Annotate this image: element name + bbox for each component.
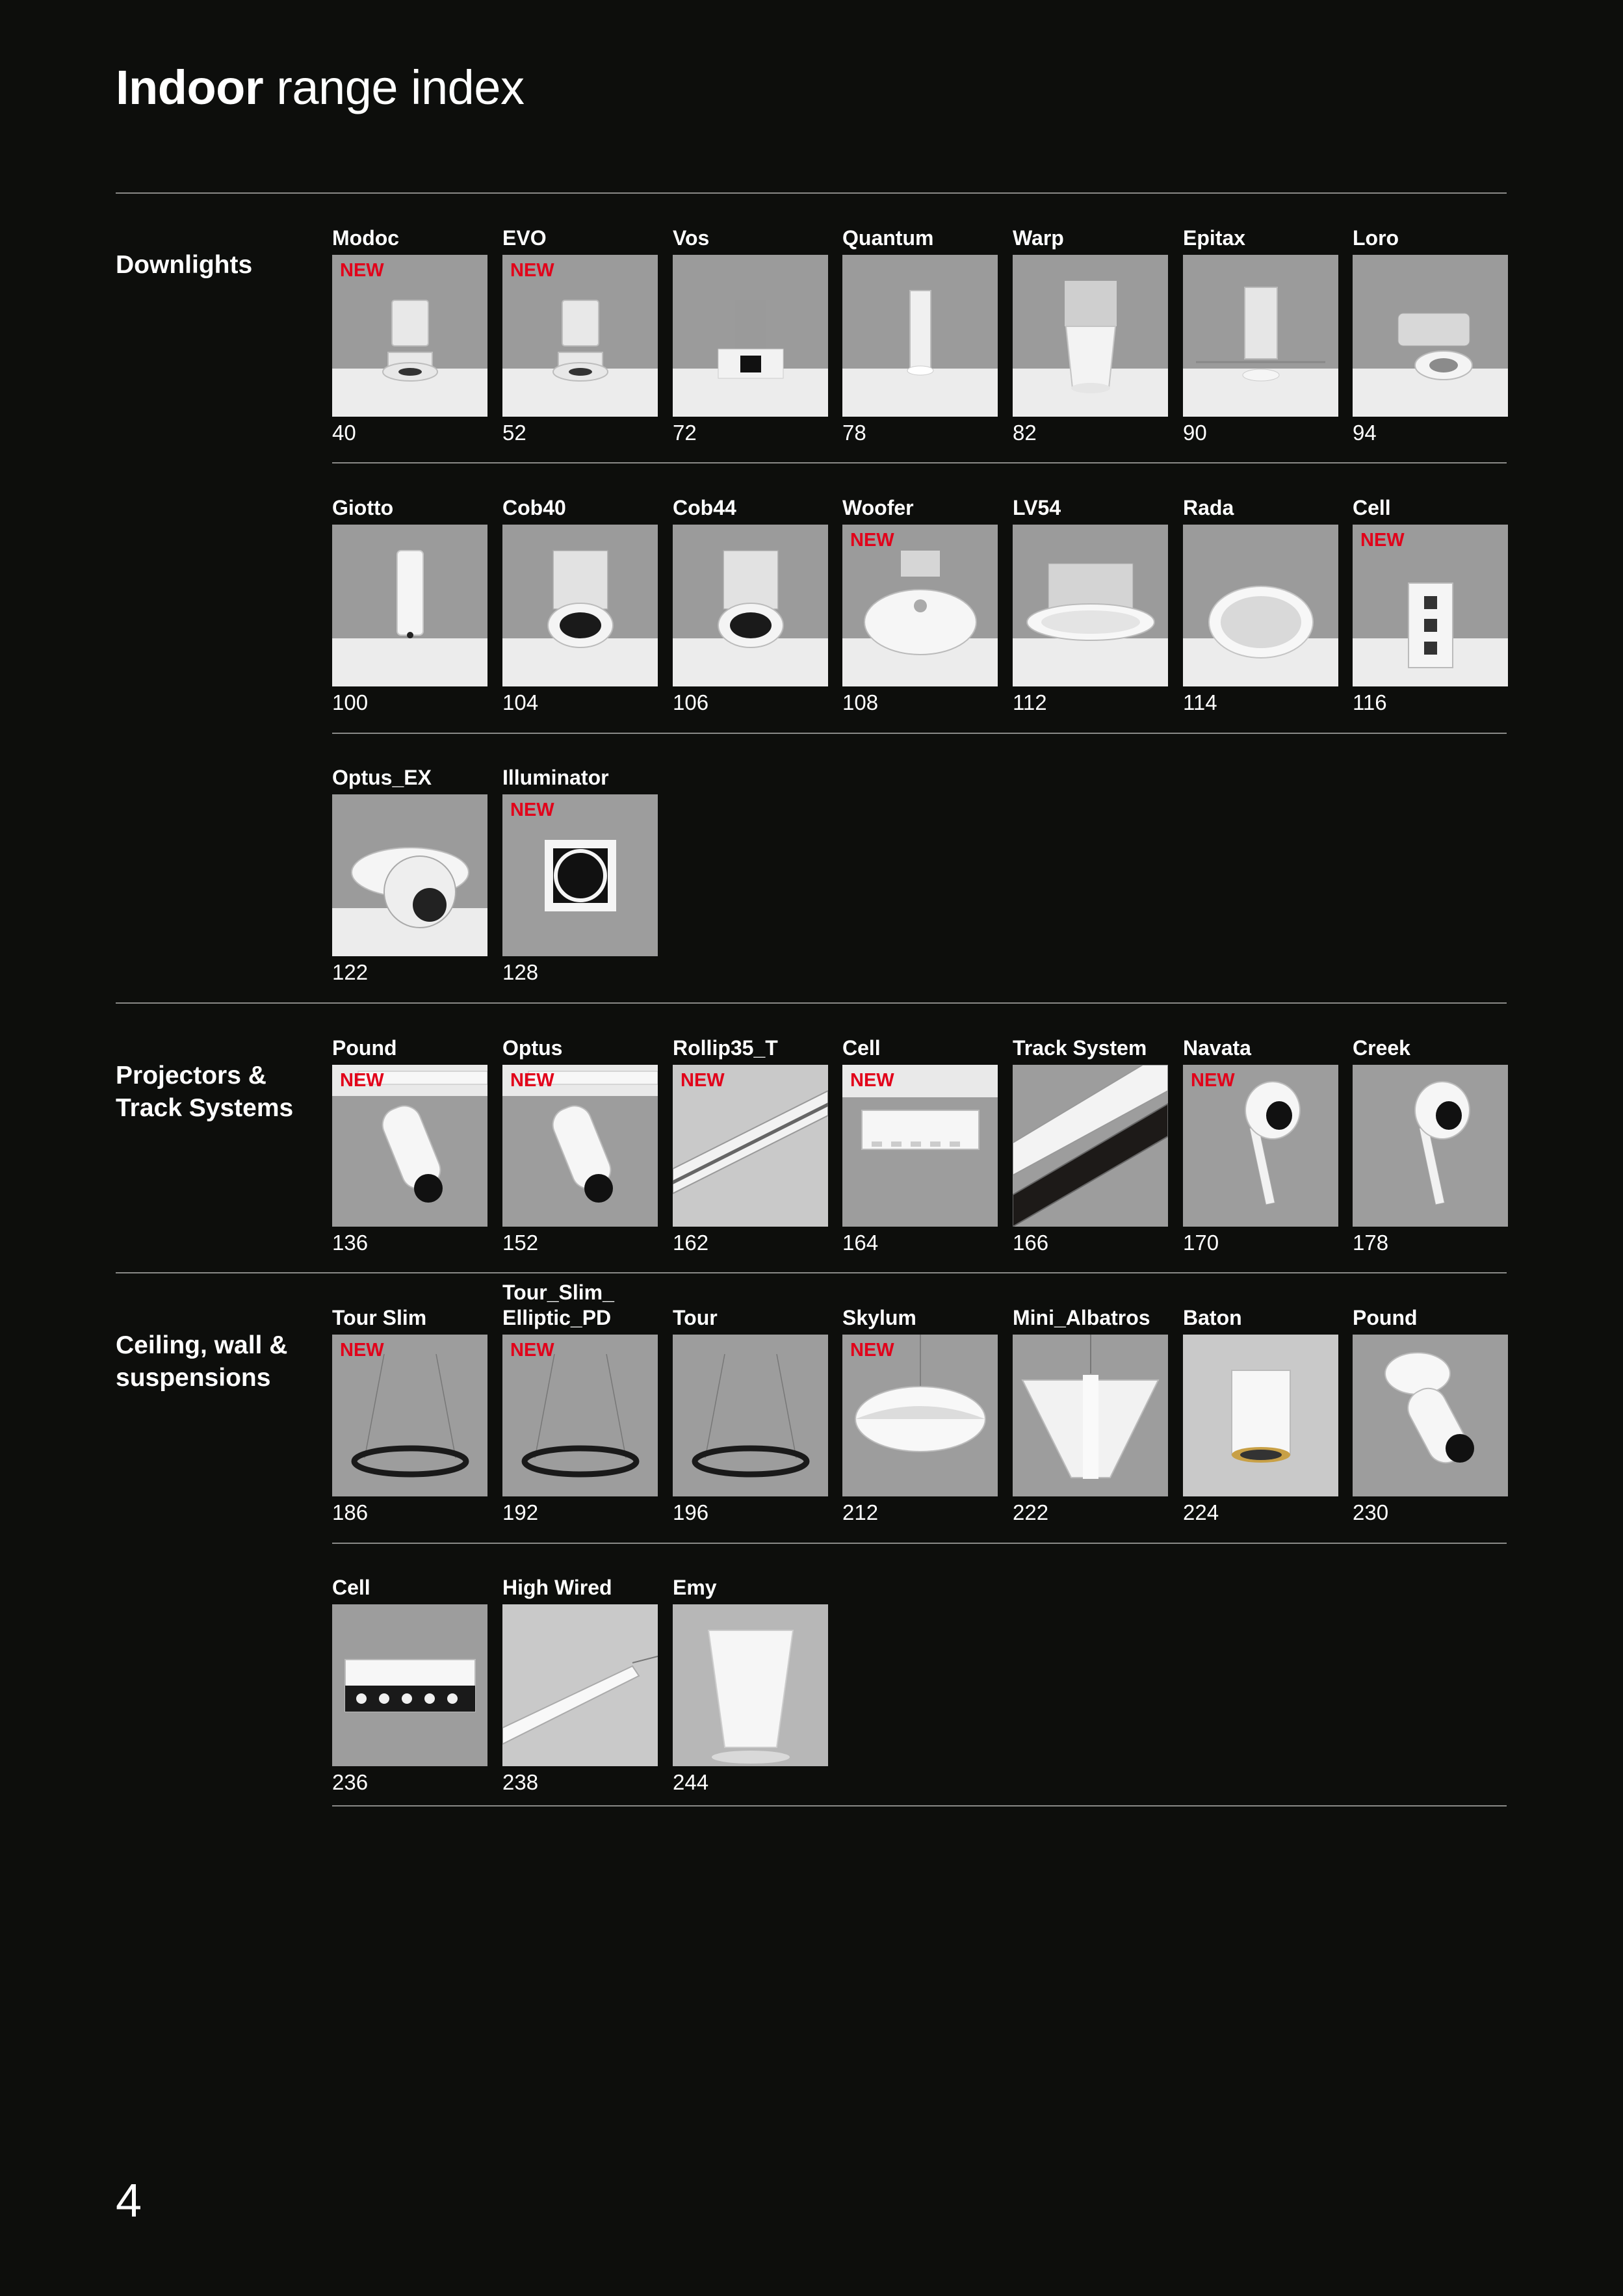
product-card[interactable] [1353, 226, 1508, 445]
product-name: Cell [842, 1036, 881, 1060]
product-name: Pound [332, 1036, 397, 1060]
wire-linear-icon [502, 1604, 658, 1766]
product-card[interactable] [502, 226, 658, 445]
product-card[interactable] [842, 1036, 998, 1255]
product-page-number: 128 [502, 960, 539, 984]
product-card[interactable] [673, 1576, 828, 1794]
new-badge: NEW [850, 530, 894, 551]
product-page-number: 106 [673, 690, 709, 714]
product-image [673, 1604, 828, 1766]
divider [116, 1002, 1507, 1004]
product-card[interactable] [842, 496, 998, 714]
product-card[interactable] [1013, 226, 1168, 445]
product-name: Quantum [842, 226, 934, 250]
wide-downlight-icon [842, 525, 998, 686]
category-line: Track Systems [116, 1094, 294, 1122]
divider [332, 733, 1507, 734]
product-page-number: 244 [673, 1770, 709, 1794]
product-name: LV54 [1013, 496, 1061, 519]
product-page-number: 114 [1183, 690, 1217, 714]
product-name: Cob40 [502, 496, 566, 519]
product-page-number: 152 [502, 1231, 539, 1255]
product-name: Navata [1183, 1036, 1251, 1060]
new-badge: NEW [681, 1070, 725, 1091]
product-image [673, 1335, 828, 1496]
product-image [332, 525, 487, 686]
round-downlight-icon [1183, 525, 1338, 686]
category-line: Projectors & [116, 1062, 266, 1089]
product-card[interactable] [1013, 1306, 1168, 1524]
product-page-number: 224 [1183, 1500, 1219, 1524]
divider [332, 1805, 1507, 1807]
product-image [332, 794, 487, 956]
category-line: suspensions [116, 1364, 271, 1392]
product-name: Tour [673, 1306, 718, 1329]
product-page-number: 196 [673, 1500, 709, 1524]
product-card[interactable] [502, 1576, 658, 1794]
product-name: Optus [502, 1036, 563, 1060]
product-image [1013, 1335, 1168, 1496]
product-image [1013, 1065, 1168, 1227]
product-name: Woofer [842, 496, 914, 519]
track-spot-icon [502, 1065, 658, 1227]
product-name: Giotto [332, 496, 394, 519]
disc-pendant-icon [842, 1335, 998, 1496]
surface-linear-icon [332, 1604, 487, 1766]
surface-spot-icon [1353, 1335, 1508, 1496]
product-page-number: 112 [1013, 690, 1047, 714]
product-image [1183, 255, 1338, 417]
divider [332, 462, 1507, 463]
ring-pendant-icon [502, 1335, 658, 1496]
new-badge: NEW [340, 260, 384, 281]
product-card[interactable] [332, 1576, 487, 1794]
product-card[interactable] [673, 1306, 828, 1524]
product-card[interactable] [1183, 496, 1338, 714]
linear-pendant-icon [1013, 1335, 1168, 1496]
product-name: Tour Slim [332, 1306, 427, 1329]
tapered-pendant-icon [673, 1604, 828, 1766]
pinhole-downlight-icon [332, 525, 487, 686]
page-title [116, 60, 525, 114]
title-rest: range index [276, 60, 525, 114]
product-card[interactable] [1353, 496, 1508, 714]
product-card[interactable] [332, 496, 487, 714]
product-name: Warp [1013, 226, 1064, 250]
new-badge: NEW [510, 1070, 554, 1091]
product-name: Loro [1353, 226, 1399, 250]
product-card[interactable] [332, 1306, 487, 1524]
product-page-number: 122 [332, 960, 369, 984]
trimless-downlight-icon [1183, 255, 1338, 417]
product-image [1013, 255, 1168, 417]
product-card[interactable] [673, 1036, 828, 1255]
divider [116, 192, 1507, 194]
product-card[interactable] [842, 1306, 998, 1524]
product-card[interactable] [502, 766, 658, 984]
title-bold: Indoor [116, 60, 264, 114]
product-image [673, 525, 828, 686]
cob-downlight-icon [502, 525, 658, 686]
product-page-number: 100 [332, 690, 369, 714]
product-name: Rollip35_T [673, 1036, 778, 1060]
product-name: Tour_Slim_ Elliptic_PD [502, 1281, 614, 1329]
category-downlights: Downlights [116, 251, 253, 279]
product-page-number: 230 [1353, 1500, 1389, 1524]
recessed-downlight-icon [502, 255, 658, 417]
product-image [1353, 1065, 1508, 1227]
product-card[interactable] [1183, 226, 1338, 445]
product-card[interactable] [1183, 1036, 1338, 1255]
product-card[interactable] [1353, 1036, 1508, 1255]
product-page-number: 162 [673, 1231, 709, 1255]
product-card[interactable] [1183, 1306, 1338, 1524]
track-linear-icon [842, 1065, 998, 1227]
slim-downlight-icon [842, 255, 998, 417]
product-name: Vos [673, 226, 710, 250]
new-badge: NEW [850, 1070, 894, 1091]
product-page-number: 236 [332, 1770, 369, 1794]
adjustable-downlight-icon [1353, 255, 1508, 417]
product-name: Track System [1013, 1036, 1147, 1060]
product-image [673, 255, 828, 417]
cylinder-surface-icon [1183, 1335, 1338, 1496]
page-number: 4 [116, 2175, 142, 2227]
product-image [1353, 1335, 1508, 1496]
product-card[interactable] [502, 1281, 658, 1524]
product-page-number: 164 [842, 1231, 879, 1255]
product-card[interactable] [502, 1036, 658, 1255]
product-page-number: 108 [842, 690, 879, 714]
product-page-number: 212 [842, 1500, 879, 1524]
product-image [1183, 525, 1338, 686]
spot-adapter-icon [1183, 1065, 1338, 1227]
product-card[interactable] [1013, 1036, 1168, 1255]
product-page-number: 186 [332, 1500, 369, 1524]
product-page-number: 166 [1013, 1231, 1049, 1255]
product-name: EVO [502, 226, 547, 250]
square-frame-icon [502, 794, 658, 956]
gimbal-downlight-icon [332, 794, 487, 956]
new-badge: NEW [1191, 1070, 1235, 1091]
product-name: Cob44 [673, 496, 736, 519]
panel-downlight-icon [1013, 525, 1168, 686]
product-image [842, 255, 998, 417]
product-name: Illuminator [502, 766, 609, 789]
product-card[interactable] [332, 226, 487, 445]
spot-adapter-icon [1353, 1065, 1508, 1227]
product-page-number: 178 [1353, 1231, 1389, 1255]
product-name: Cell [332, 1576, 370, 1599]
ring-pendant-icon [332, 1335, 487, 1496]
product-card[interactable] [673, 226, 828, 445]
product-card[interactable] [1353, 1306, 1508, 1524]
new-badge: NEW [510, 800, 554, 820]
linear-profile-icon [673, 1065, 828, 1227]
product-name: Skylum [842, 1306, 916, 1329]
new-badge: NEW [510, 260, 554, 281]
new-badge: NEW [850, 1340, 894, 1361]
product-image [1353, 255, 1508, 417]
product-page-number: 116 [1353, 690, 1387, 714]
category-ceiling-wall-suspensions [116, 1329, 287, 1394]
product-name: High Wired [502, 1576, 612, 1599]
product-image [502, 525, 658, 686]
product-page-number: 52 [502, 421, 526, 445]
new-badge: NEW [510, 1340, 554, 1361]
product-name: Pound [1353, 1306, 1418, 1329]
product-card[interactable] [1013, 496, 1168, 714]
product-name: Epitax [1183, 226, 1246, 250]
product-card[interactable] [332, 766, 487, 984]
product-name: Creek [1353, 1036, 1410, 1060]
new-badge: NEW [340, 1070, 384, 1091]
deep-downlight-icon [1013, 255, 1168, 417]
product-name: Optus_EX [332, 766, 432, 789]
new-badge: NEW [340, 1340, 384, 1361]
product-card[interactable] [502, 496, 658, 714]
new-badge: NEW [1360, 530, 1405, 551]
product-page-number: 192 [502, 1500, 539, 1524]
divider [116, 1272, 1507, 1273]
category-projectors-track [116, 1060, 293, 1125]
track-rail-icon [1013, 1065, 1168, 1227]
product-page-number: 222 [1013, 1500, 1049, 1524]
product-image [332, 1604, 487, 1766]
product-name: Modoc [332, 226, 400, 250]
recessed-downlight-icon [332, 255, 487, 417]
cob-downlight-icon [673, 525, 828, 686]
product-page-number: 78 [842, 421, 866, 445]
ring-pendant-icon [673, 1335, 828, 1496]
product-image [502, 1604, 658, 1766]
product-page-number: 136 [332, 1231, 369, 1255]
product-name: Emy [673, 1576, 717, 1599]
product-page-number: 170 [1183, 1231, 1219, 1255]
product-page-number: 104 [502, 690, 539, 714]
product-name: Cell [1353, 496, 1391, 519]
product-page-number: 82 [1013, 421, 1037, 445]
product-card[interactable] [673, 496, 828, 714]
product-image [1013, 525, 1168, 686]
product-page-number: 90 [1183, 421, 1207, 445]
linear-cell-icon [1353, 525, 1508, 686]
divider [332, 1543, 1507, 1544]
product-name: Rada [1183, 496, 1234, 519]
product-name: Baton [1183, 1306, 1242, 1329]
product-card[interactable] [332, 1036, 487, 1255]
product-image [1183, 1335, 1338, 1496]
product-name: Mini_Albatros [1013, 1306, 1150, 1329]
product-card[interactable] [842, 226, 998, 445]
product-page-number: 238 [502, 1770, 539, 1794]
category-line: Ceiling, wall & [116, 1331, 288, 1359]
track-spot-icon [332, 1065, 487, 1227]
product-page-number: 40 [332, 421, 356, 445]
square-downlight-icon [673, 255, 828, 417]
product-page-number: 94 [1353, 421, 1377, 445]
product-page-number: 72 [673, 421, 697, 445]
